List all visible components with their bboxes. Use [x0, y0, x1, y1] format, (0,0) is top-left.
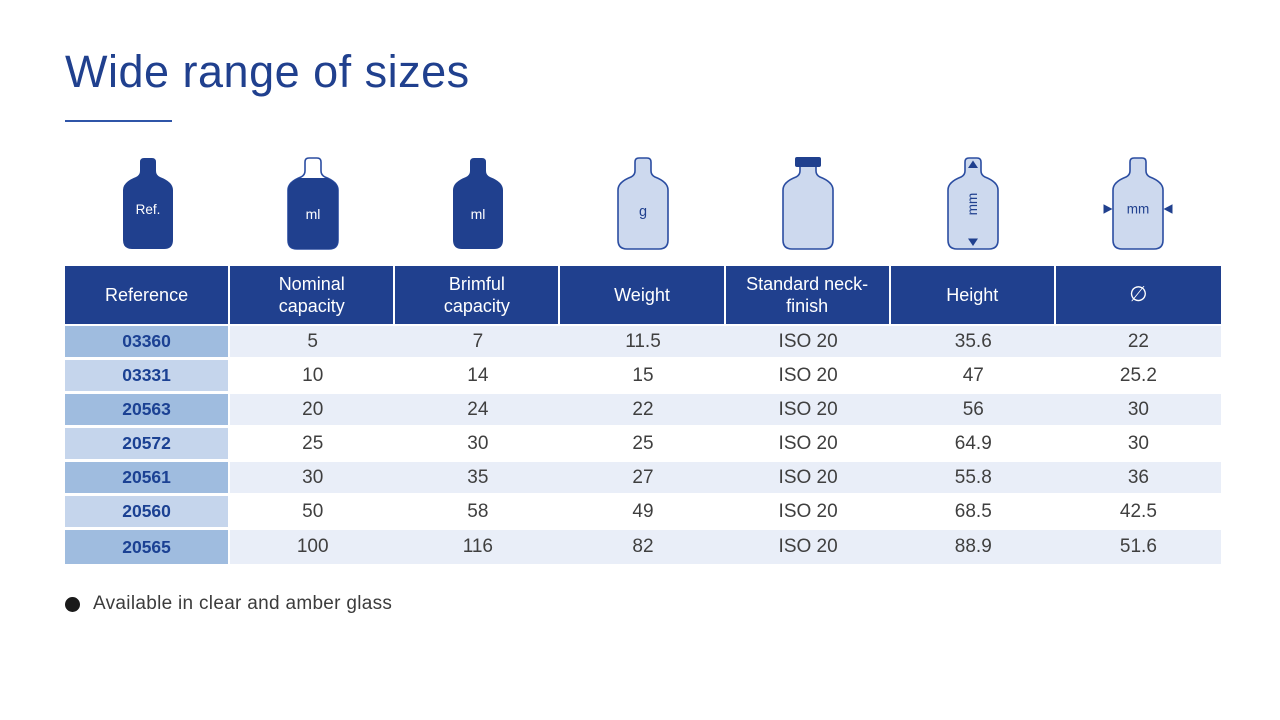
footnote-text: Available in clear and amber glass: [93, 593, 393, 614]
weight-cell: 22: [560, 394, 725, 428]
table-row: [65, 462, 1221, 496]
table-row: [65, 496, 1221, 530]
weight-cell: 11.5: [560, 326, 725, 360]
diameter-cell: 30: [1056, 428, 1221, 462]
height-cell: 56: [891, 394, 1056, 428]
bottle-shape: [453, 158, 503, 249]
table-row: [65, 428, 1221, 462]
page-title: Wide range of sizes: [65, 46, 470, 97]
arrow-right-icon: [1104, 204, 1113, 213]
weight-bottle-icon: [560, 156, 725, 251]
height-cell: 47: [891, 360, 1056, 394]
nominal-capacity-bottle-icon: [230, 156, 395, 251]
nominal-capacity-cell: 20: [230, 394, 395, 428]
brimful-capacity-cell: 116: [395, 530, 560, 564]
weight-cell: 27: [560, 462, 725, 496]
weight-cell: 82: [560, 530, 725, 564]
reference-bottle-icon: [65, 156, 230, 251]
table-row: [65, 394, 1221, 428]
header-brimful-capacity: Brimful capacity: [395, 266, 560, 326]
nominal-capacity-cell: 50: [230, 496, 395, 530]
table-row: [65, 360, 1221, 394]
reference-cell: 20561: [65, 462, 230, 496]
height-cell: 64.9: [891, 428, 1056, 462]
table-header: [65, 266, 1221, 326]
neck-finish-bottle-icon: [726, 156, 891, 251]
bottle-cap: [795, 157, 821, 167]
footnote: [65, 593, 1280, 615]
diameter-bottle-label: mm: [1127, 201, 1150, 217]
neck-finish-cell: ISO 20: [726, 496, 891, 530]
height-cell: 35.6: [891, 326, 1056, 360]
table-row: [65, 326, 1221, 360]
header-neck-finish: Standard neck-finish: [726, 266, 891, 326]
weight-cell: 49: [560, 496, 725, 530]
title-underline: [65, 120, 172, 122]
header-height: Height: [891, 266, 1056, 326]
neck-finish-cell: ISO 20: [726, 462, 891, 496]
diameter-cell: 30: [1056, 394, 1221, 428]
brimful-capacity-cell: 24: [395, 394, 560, 428]
reference-cell: 20563: [65, 394, 230, 428]
header-weight: Weight: [560, 266, 725, 326]
height-bottle-icon: [891, 156, 1056, 251]
arrow-left-icon: [1164, 204, 1173, 213]
nominal-capacity-cell: 10: [230, 360, 395, 394]
brimful-capacity-cell: 14: [395, 360, 560, 394]
brimful-capacity-bottle-icon: [395, 156, 560, 251]
reference-cell: 03331: [65, 360, 230, 394]
weight-cell: 15: [560, 360, 725, 394]
diameter-cell: 36: [1056, 462, 1221, 496]
weight-bottle-label: g: [638, 204, 647, 220]
reference-cell: 20572: [65, 428, 230, 462]
neck-finish-cell: ISO 20: [726, 360, 891, 394]
brimful-capacity-cell: 35: [395, 462, 560, 496]
height-cell: 55.8: [891, 462, 1056, 496]
nominal-capacity-cell: 5: [230, 326, 395, 360]
nominal-capacity-bottle-label: ml: [305, 206, 321, 222]
column-icons-row: [65, 156, 1221, 251]
diameter-cell: 25.2: [1056, 360, 1221, 394]
diameter-cell: 22: [1056, 326, 1221, 360]
brimful-capacity-cell: 7: [395, 326, 560, 360]
neck-finish-cell: ISO 20: [726, 326, 891, 360]
brimful-capacity-cell: 58: [395, 496, 560, 530]
reference-bottle-label: Ref.: [135, 202, 160, 217]
diameter-cell: 42.5: [1056, 496, 1221, 530]
neck-finish-cell: ISO 20: [726, 394, 891, 428]
height-cell: 88.9: [891, 530, 1056, 564]
header-reference: Reference: [65, 266, 230, 326]
height-cell: 68.5: [891, 496, 1056, 530]
reference-cell: 20560: [65, 496, 230, 530]
neck-finish-cell: ISO 20: [726, 428, 891, 462]
header-nominal-capacity: Nominal capacity: [230, 266, 395, 326]
sizes-table: [65, 266, 1221, 564]
weight-cell: 25: [560, 428, 725, 462]
table-row: [65, 530, 1221, 564]
reference-cell: 03360: [65, 326, 230, 360]
brimful-capacity-cell: 30: [395, 428, 560, 462]
nominal-capacity-cell: 25: [230, 428, 395, 462]
bullet-icon: [65, 597, 80, 612]
header-diameter: ∅: [1056, 266, 1221, 326]
height-bottle-label: mm: [965, 192, 981, 216]
nominal-capacity-cell: 100: [230, 530, 395, 564]
brimful-capacity-bottle-label: ml: [470, 206, 486, 222]
nominal-capacity-cell: 30: [230, 462, 395, 496]
neck-finish-cell: ISO 20: [726, 530, 891, 564]
diameter-cell: 51.6: [1056, 530, 1221, 564]
reference-cell: 20565: [65, 530, 230, 564]
diameter-bottle-icon: [1056, 156, 1221, 251]
bottle-shape: [783, 160, 833, 249]
